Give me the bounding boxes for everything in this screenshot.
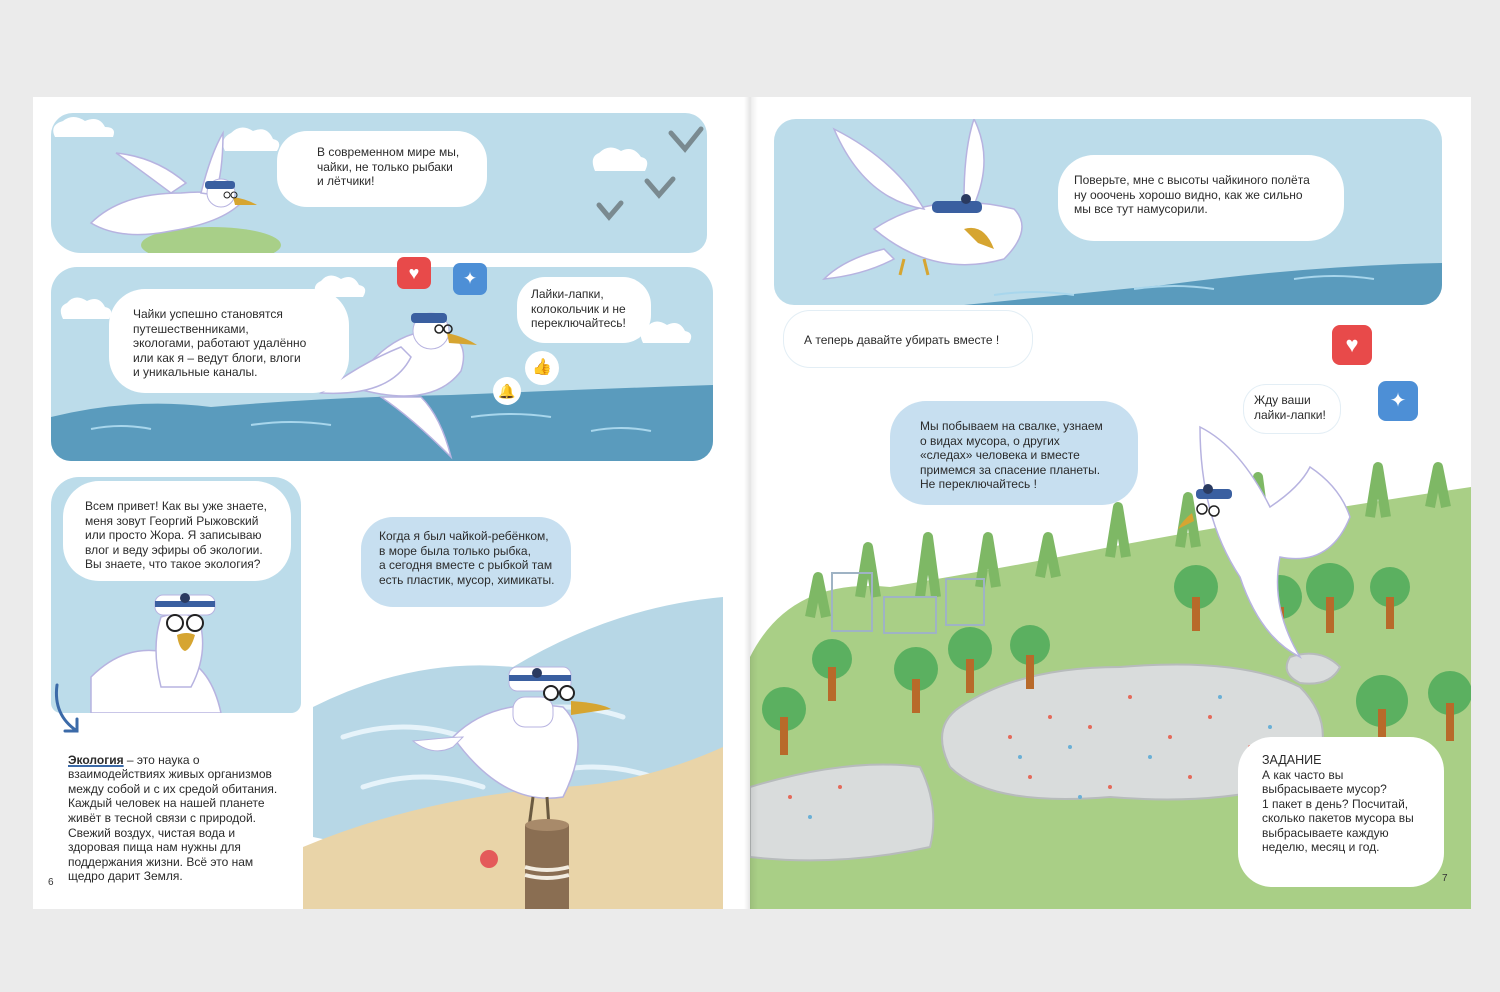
- heart-like-icon[interactable]: ♥: [1332, 325, 1372, 365]
- panel-3-bubble-text: Всем привет! Как вы уже знаете, меня зовут Георгий Рыжовский или просто Жора. Я записываю влог и веду эфиры об экологии. Вы знаете, что такое экология?: [85, 499, 268, 571]
- dove-like-icon[interactable]: ✦: [453, 263, 487, 295]
- likes-bubble-text: Жду ваши лайки-лапки!: [1254, 393, 1326, 422]
- panel-4-speech-bubble: [361, 517, 571, 607]
- definition-term: Экология: [68, 752, 124, 767]
- panel-2-speech-bubble-right: [517, 277, 651, 343]
- likes-speech-bubble: [1244, 385, 1340, 433]
- comic-panel-4: [303, 597, 723, 909]
- panel-5-bubble-text: Поверьте, мне с высоты чайкиного полёта ну ооочень хорошо видно, как же сильно мы все тут намусорили.: [1074, 173, 1310, 216]
- bell-icon[interactable]: 🔔: [493, 377, 521, 405]
- left-page: [33, 97, 750, 909]
- comic-panel-2: [51, 267, 713, 461]
- panel-3-speech-bubble: [63, 481, 291, 581]
- panel-5-caption-text: А теперь давайте убирать вместе !: [804, 333, 1000, 347]
- right-page: [750, 97, 1471, 909]
- panel-2-speech-bubble-left: [109, 289, 349, 393]
- plan-bubble-text: Мы побываем на свалке, узнаем о видах мусора, о других «следах» человека и вместе примемся за спасение планеты. Не переключайтесь !: [920, 419, 1103, 491]
- cloud-icon: [61, 297, 112, 319]
- heart-like-icon[interactable]: ♥: [397, 257, 431, 289]
- panel-1-bubble-text: В современном мире мы, чайки, не только рыбаки и лётчики!: [317, 145, 460, 188]
- task-title: ЗАДАНИЕ: [1262, 753, 1322, 767]
- plan-speech-bubble: [890, 401, 1138, 505]
- definition-text: – это наука о взаимодействиях живых организмов между собой и с их средой обитания. Каждый человек на нашей планете живёт в тесной связи с природой. Свежий воздух, чистая вода и здоровая пища нам нужны для поддержания жизни. Всё это нам щедро дарит Земля.: [68, 752, 278, 884]
- task-text: А как часто вы выбрасываете мусор? 1 пакет в день? Посчитай, сколько пакетов мусора вы выбрасываете каждую неделю, месяц и год.: [1262, 767, 1414, 854]
- panel-4-bubble-text: Когда я был чайкой-ребёнком, в море была только рыбка, а сегодня вместе с рыбкой там есть пластик, мусор, химикаты.: [379, 529, 555, 587]
- arrow-icon: [51, 683, 91, 743]
- cloud-icon: [593, 147, 648, 171]
- cloud-icon: [223, 127, 279, 151]
- ecology-definition: [68, 738, 318, 884]
- dove-like-icon[interactable]: ✦: [1378, 381, 1418, 421]
- thumbs-up-icon[interactable]: 👍: [525, 351, 559, 385]
- panel-1-speech-bubble: [277, 131, 487, 207]
- cloud-icon: [53, 117, 114, 137]
- panel-2-bubble-left-text: Чайки успешно становятся путешественниками, экологами, работают удалённо или как я – ведут блоги, влоги и уникальные каналы.: [133, 307, 307, 379]
- panel-2-bubble-right-text: Лайки-лапки, колокольчик и не переключайтесь!: [531, 287, 626, 330]
- seagull-illustration: [91, 593, 221, 713]
- panel-4-illustration: [303, 597, 723, 909]
- page-number-left: 6: [48, 877, 54, 888]
- task-box: [1238, 737, 1444, 887]
- page-number-right: 7: [1442, 873, 1448, 884]
- comic-panel-1: [51, 113, 707, 253]
